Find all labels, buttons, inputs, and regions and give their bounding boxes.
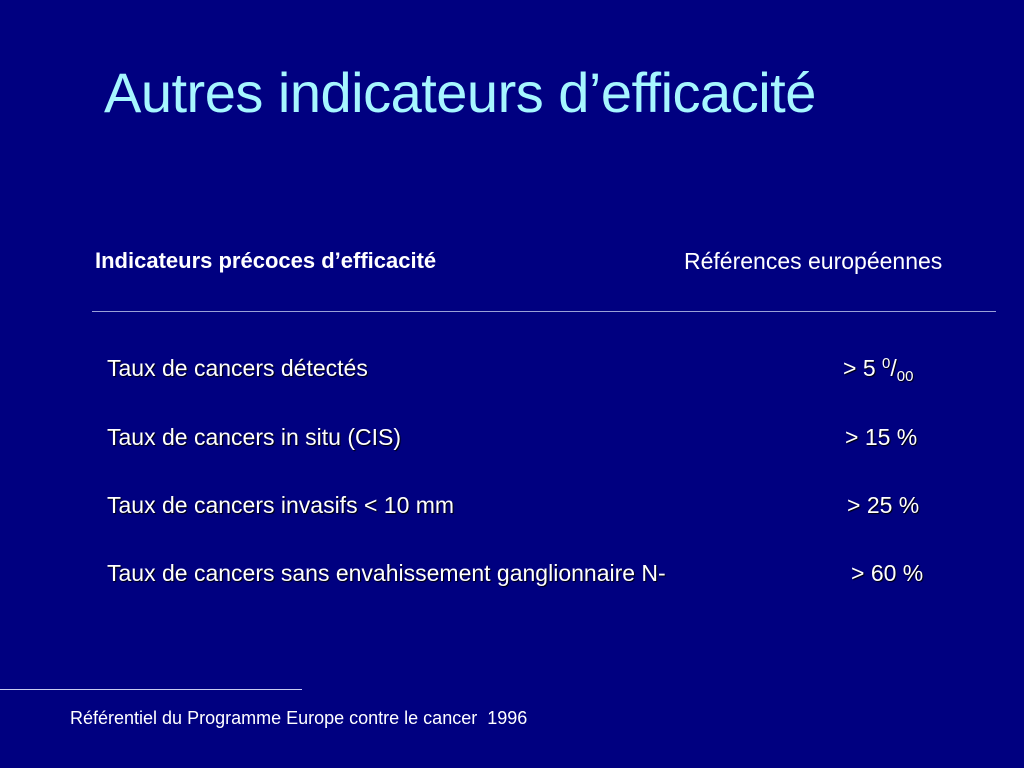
row-value-node-negative: > 60 % — [851, 560, 924, 586]
row-label-node-negative: Taux de cancers sans envahissement ganglionnaire N- — [107, 560, 666, 586]
value-superscript: 0 — [882, 355, 891, 372]
footnote: Référentiel du Programme Europe contre le cancer 1996 — [70, 708, 528, 728]
column-header-indicators: Indicateurs précoces d’efficacité — [95, 248, 437, 273]
header-divider — [92, 311, 996, 312]
slide-title: Autres indicateurs d’efficacité — [104, 61, 816, 124]
value-slash: / — [890, 355, 897, 381]
row-label-invasive: Taux de cancers invasifs < 10 mm — [107, 492, 455, 518]
row-label-in-situ: Taux de cancers in situ (CIS) — [107, 424, 402, 450]
row-label-detected: Taux de cancers détectés — [107, 355, 368, 381]
footnote-divider — [0, 689, 302, 690]
row-value-in-situ: > 15 % — [845, 424, 918, 450]
value-prefix: > 5 — [843, 355, 883, 381]
value-subscript: 00 — [896, 368, 914, 385]
row-value-detected — [843, 355, 914, 385]
row-value-invasive: > 25 % — [847, 492, 920, 518]
column-header-references: Références européennes — [684, 248, 943, 274]
